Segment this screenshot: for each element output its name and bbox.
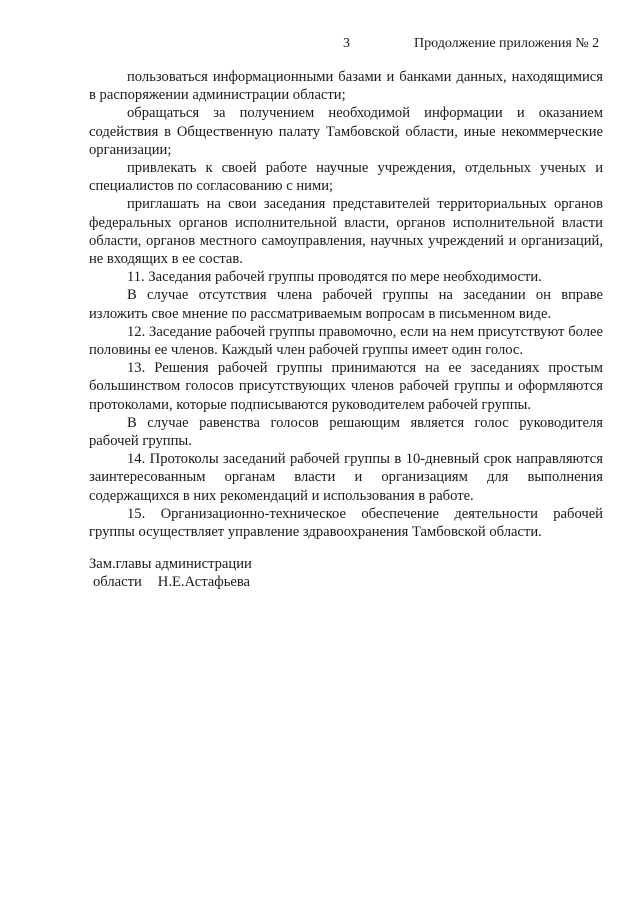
paragraph: 12. Заседание рабочей группы правомочно, если на нем присутствуют более половины ее членов. Каждый член рабочей группы имеет один голос. <box>89 323 603 359</box>
paragraph: обращаться за получением необходимой информации и оказанием содействия в Общественную палату Тамбовской области, иные некоммерческие организации; <box>89 105 603 158</box>
signatory-position-cont: области <box>93 574 142 590</box>
paragraph: 13. Решения рабочей группы принимаются на ее заседаниях простым большинством голосов присутствующих членов рабочей группы и оформляются протоколами, которые подписываются руководителем рабочей группы. <box>89 360 603 413</box>
paragraph: приглашать на свои заседания представителей территориальных органов федеральных органов исполнительной власти, органов исполнительной власти области, органов местного самоуправления, научных учреждений и организаций, не входящих в ее состав. <box>89 196 603 268</box>
paragraph: 14. Протоколы заседаний рабочей группы в 10-дневный срок направляются заинтересованным органам власти и организациям для выполнения содержащихся в них рекомендаций и использования в работе. <box>89 451 603 504</box>
signatory-name: Н.Е.Астафьева <box>157 574 250 590</box>
paragraph: привлекать к своей работе научные учреждения, отдельных ученых и специалистов по согласованию с ними; <box>89 160 603 195</box>
paragraph: В случае равенства голосов решающим является голос руководителя рабочей группы. <box>89 414 603 450</box>
paragraph: 15. Организационно-техническое обеспечение деятельности рабочей группы осуществляет управление здравоохранения Тамбовской области. <box>89 505 603 541</box>
continuation-header: Продолжение приложения № 2 <box>414 36 600 51</box>
paragraph: В случае отсутствия члена рабочей группы на заседании он вправе изложить свое мнение по рассматриваемым вопросам в письменном виде. <box>89 287 603 322</box>
signatory-position: Зам.главы администрации <box>89 556 252 572</box>
signature-block <box>89 555 252 591</box>
signatory-line <box>89 573 252 591</box>
paragraph: пользоваться информационными базами и банками данных, находящимися в распоряжении администрации области; <box>89 69 603 104</box>
document-body <box>89 68 603 541</box>
paragraph: 11. Заседания рабочей группы проводятся по мере необходимости. <box>127 269 542 286</box>
page-number: 3 <box>343 36 350 51</box>
